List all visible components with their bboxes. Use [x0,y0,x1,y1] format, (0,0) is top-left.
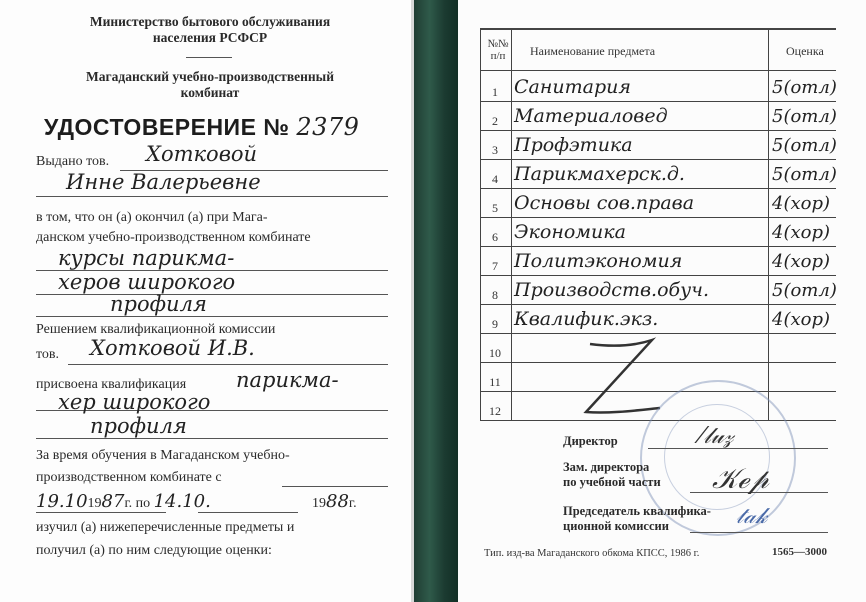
recipient-name: Инне Валерьевне [66,170,261,194]
date-from: 19.10 [36,491,88,512]
row-number: 9 [492,317,498,331]
subject-grade: 4(хор) [772,251,831,272]
chair-label-1: Председатель квалифика- [563,504,711,518]
director-signature: ⁄𝓁𝓊𝓏 [700,424,734,449]
date-to: 14.10. [153,491,211,512]
year-to: 88 [326,491,349,512]
subject-grade: 5(отл) [772,280,837,301]
ministry-line-2: населения РСФСР [152,30,268,45]
g-end-label: г. [348,496,357,511]
print-code: 1565—3000 [772,546,827,558]
director-label: Директор [563,434,618,448]
row-number: 2 [492,114,498,128]
col-num-label-2: п/п [490,50,506,62]
kombinat-line-2: комбинат [180,85,240,100]
kombinat-line-1: Магаданский учебно-производственный [86,69,334,84]
line [648,448,828,449]
certificate-number: 2379 [296,113,360,141]
course-line-2: херов широкого [58,270,236,294]
century-from: 19 [87,496,102,511]
row-number: 4 [492,172,498,186]
print-info: Тип. изд-ва Магаданского обкома КПСС, 1986 г. [484,548,700,559]
col-grade-header: Оценка [786,44,824,58]
subject-name: Основы сов.права [514,192,695,214]
issued-label: Выдано тов. [36,154,110,169]
subject-name: Квалифик.экз. [514,308,659,330]
row-number: 7 [492,259,498,273]
completed-line-2: данском учебно-производственном комбинате [36,230,311,245]
row-number: 5 [492,201,498,215]
title-text: УДОСТОВЕРЕНИЕ № [44,114,290,140]
subject-name: Экономика [514,221,626,243]
deputy-label [563,460,661,490]
chair-label [563,504,711,534]
line [690,532,828,533]
deputy-label-1: Зам. директора [563,460,650,474]
period-line-2: производственном комбинате с [36,470,222,485]
row-number: 3 [492,143,498,157]
subject-name: Санитария [514,76,631,98]
row-number: 8 [492,288,498,302]
subject-name: Производств.обуч. [514,279,709,301]
qualification-line-3: профиля [90,414,187,438]
qualification-line-1: парикма- [236,368,339,392]
course-line-1: курсы парикма- [58,246,235,270]
subject-name: Парикмахерск.д. [514,163,685,185]
deputy-label-2: по учебной части [563,475,661,489]
period-line-1: За время обучения в Магаданском учебно- [36,448,290,463]
subject-name: Профэтика [514,134,633,156]
subject-grade: 4(хор) [772,193,831,214]
qualification-line-2: хер широкого [58,390,211,414]
subject-grade: 5(отл) [772,106,837,127]
g-po-label: г. по [124,496,151,511]
subject-grade: 5(отл) [772,164,837,185]
row-number: 10 [489,346,501,360]
row-number: 6 [492,230,498,244]
subject-grade: 5(отл) [772,135,837,156]
col-subject-header: Наименование предмета [530,44,656,58]
chair-label-2: ционной комиссии [563,519,669,533]
subject-name: Политэкономия [514,250,683,272]
row-number: 1 [492,85,498,99]
col-num-label: №№ [487,38,509,50]
deputy-signature: 𝒦ℯ𝓅 [712,462,769,495]
completed-line-1: в том, что он (а) окончил (а) при Мага- [36,210,268,225]
row-number: 11 [489,375,501,389]
tov-name: Хотковой И.В. [90,336,255,360]
subject-grade: 5(отл) [772,77,837,98]
subject-grade: 4(хор) [772,309,831,330]
subject-name: Материаловед [514,105,668,127]
chair-signature: 𝓉𝒶𝓀 [736,504,768,529]
recipient-surname: Хотковой [146,142,258,166]
subject-grade: 4(хор) [772,222,831,243]
tov-label: тов. [36,347,60,362]
century-to: 19 [312,496,326,511]
assigned-label: присвоена квалификация [36,377,187,392]
studied-line-2: получил (а) по ним следующие оценки: [36,543,272,558]
ministry-line-1: Министерство бытового обслуживания [89,14,331,29]
course-line-3: профиля [110,292,207,316]
studied-line-1: изучил (а) нижеперечисленные предметы и [36,520,295,535]
row-number: 12 [489,404,501,418]
year-from: 87 [101,491,125,512]
commission-line: Решением квалификационной комиссии [36,322,276,337]
